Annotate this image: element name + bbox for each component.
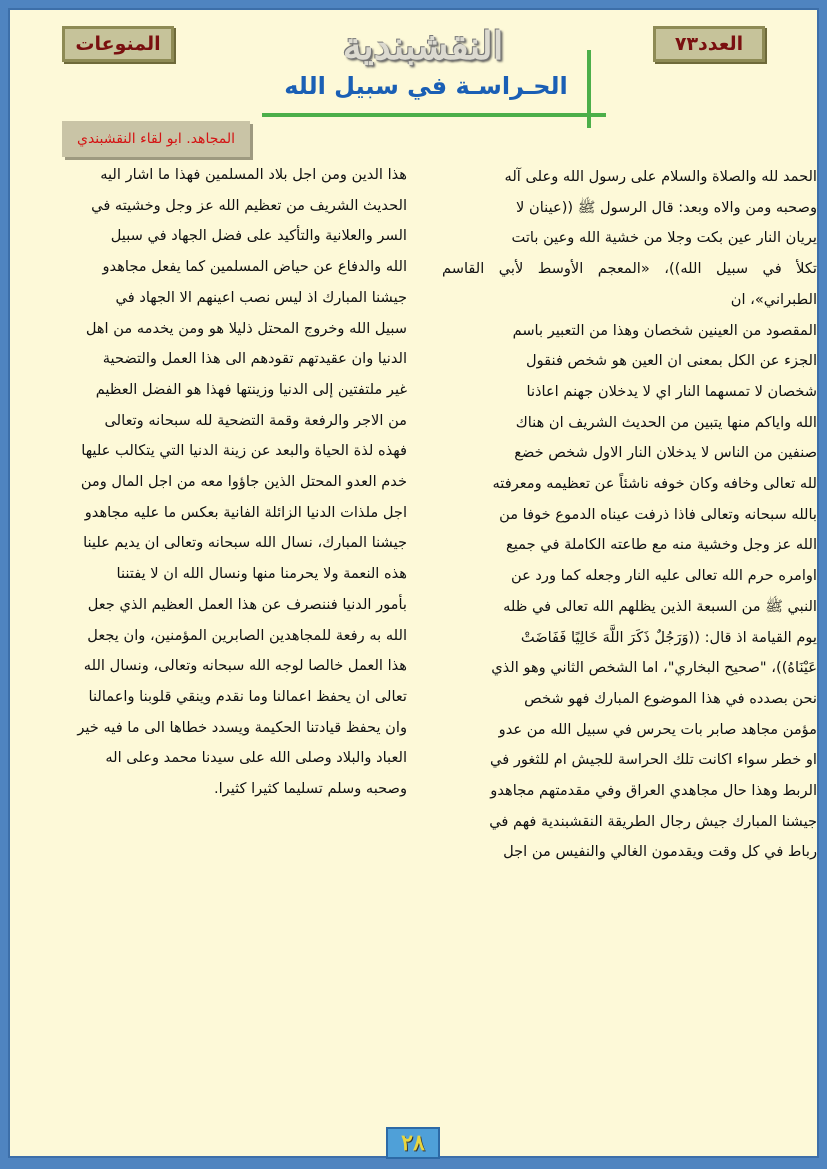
page-number-badge: ٢٨ [386,1127,440,1159]
text-line: تعالى ان يحفظ اعمالنا وما نقدم وينقي قلوبنا واعمالنا [88,687,407,705]
text-line: جيشنا المبارك، نسال الله سبحانه وتعالى ان يديم علينا [83,534,407,552]
text-line: الجزء عن الكل بمعنى ان العين هو شخص فنقول [526,352,817,370]
text-line: اجل ملذات الدنيا الزائلة الفانية بعكس ما عليه مجاهدو [84,503,407,521]
text-line: هذا الدين ومن اجل بلاد المسلمين فهذا ما اشار اليه [100,166,407,183]
text-line: يوم القيامة اذ قال: ((وَرَجُلٌ ذَكَرَ اللَّهَ خَالِيًا فَفَاضَتْ [520,628,817,646]
text-line: او خطر سواء اكانت تلك الحراسة للجيش ام للثغور في [490,751,817,769]
title-underline-divider [262,113,606,117]
text-line: الله عز وجل وخشية منه مع طاعته الكاملة في جميع [506,536,817,554]
text-line: اوامره حرم الله تعالى عليه النار وجعله كما ورد عن [510,567,817,585]
text-line: شخصان لا تمسهما النار اي لا يدخلان جهنم اعاذنا [526,382,817,400]
text-line: رباط في كل وقت ويقدمون الغالي والنفيس من اجل [503,843,817,861]
text-line: الربط وهذا حال مجاهدي العراق وفي مقدمتهم مجاهدو [490,782,817,800]
text-line: وصحبه ومن والاه وبعد: قال الرسول ﷺ ((عينان لا [516,198,817,216]
text-line: نحن بصدده في هذا الموضوع المبارك فهو شخص [524,689,817,707]
text-line: جيشنا المبارك اذ ليس نصب اعينهم الا الجهاد في [115,288,407,306]
text-line: الله به رفعة للمجاهدين الصابرين المؤمنين، وان يجعل [87,626,407,644]
text-line: بأمور الدنيا فننصرف عن هذا العمل العظيم الذي جعل [87,595,407,613]
text-line: هذا العمل خالصا لوجه الله سبحانه وتعالى، ونسال الله [83,657,407,675]
text-line: جيشنا المبارك جيش رجال الطريقة النقشبندية فهم في [489,812,817,830]
text-line: الدنيا وان عقيدتهم تقودهم الى هذا العمل والتضحية [102,350,407,368]
text-line: الحمد لله والصلاة والسلام على رسول الله وعلى آله [504,168,817,185]
text-line: بالله سبحانه وتعالى فاذا ذرفت عيناه الدموع خوفا من [499,505,817,523]
author-byline: المجاهد. ابو لقاء النقشبندي [62,121,250,157]
text-line: تكلأ في سبيل الله))، «المعجم الأوسط لأبي القاسم الطبراني»، ان [442,260,817,308]
text-line: صنفين من الناس لا يدخلان النار الاول شخص خضع [514,444,817,462]
article-column-left [32,160,407,805]
text-line: خدم العدو المحتل الذين جاؤوا معه من اجل المال ومن [80,473,407,491]
text-line: السر والعلانية والتأكيد على فضل الجهاد في سبيل [110,227,407,245]
magazine-page [8,8,819,1158]
text-line: يريان النار عين بكت وجلا من خشية الله وعين باتت [511,229,817,247]
issue-number-label: العدد٧٣ [653,26,765,62]
text-line: من الاجر والرفعة وقمة التضحية لله سبحانه وتعالى [104,411,407,429]
text-line: غير ملتفتين إلى الدنيا وزينتها فهذا هو الفضل العظيم [95,380,407,398]
text-line: سبيل الله وخروج المحتل ذليلا هو ومن يخدمه من اهل [85,319,407,337]
text-line: فهذه لذة الحياة والبعد عن زينة الدنيا التي يتكالب عليها [81,442,407,460]
text-line: مؤمن مجاهد صابر بات يحرس في سبيل الله من عدو [498,720,817,738]
text-line: وصحبه وسلم تسليما كثيرا كثيرا. [213,780,407,798]
text-line: هذه النعمة ولا يحرمنا منها ونسال الله ان لا يفتننا [116,565,407,583]
magazine-masthead: النقشبندية [342,23,504,68]
text-line: وان يحفظ قيادتنا الحكيمة ويسدد خطاها الى ما فيه خير [77,718,407,736]
text-line: لله تعالى وخافه وكان خوفه ناشئاً عن تعظيمه ومعرفته [492,475,817,493]
title-vertical-divider [587,50,591,128]
text-line: الله والدفاع عن حياض المسلمين كما يفعل مجاهدو [102,258,407,276]
article-title: الحـراسـة في سبيل الله [284,72,568,100]
text-line: الحديث الشريف من تعظيم الله عز وجل وخشيته في [91,196,407,214]
text-line: العباد والبلاد وصلى الله على سيدنا محمد وعلى اله [105,749,407,767]
text-line: النبي ﷺ من السبعة الذين يظلهم الله تعالى في ظله [503,597,817,615]
article-column-right [442,162,817,868]
text-line: عَيْنَاهُ))، "صحيح البخاري"، اما الشخص الثاني وهو الذي [491,659,817,677]
text-line: الله واياكم منها يتبين من الحديث الشريف ان هناك [515,413,817,431]
section-label: المنوعات [62,26,174,62]
text-line: المقصود من العينين شخصان وهذا من التعبير باسم [512,321,817,339]
